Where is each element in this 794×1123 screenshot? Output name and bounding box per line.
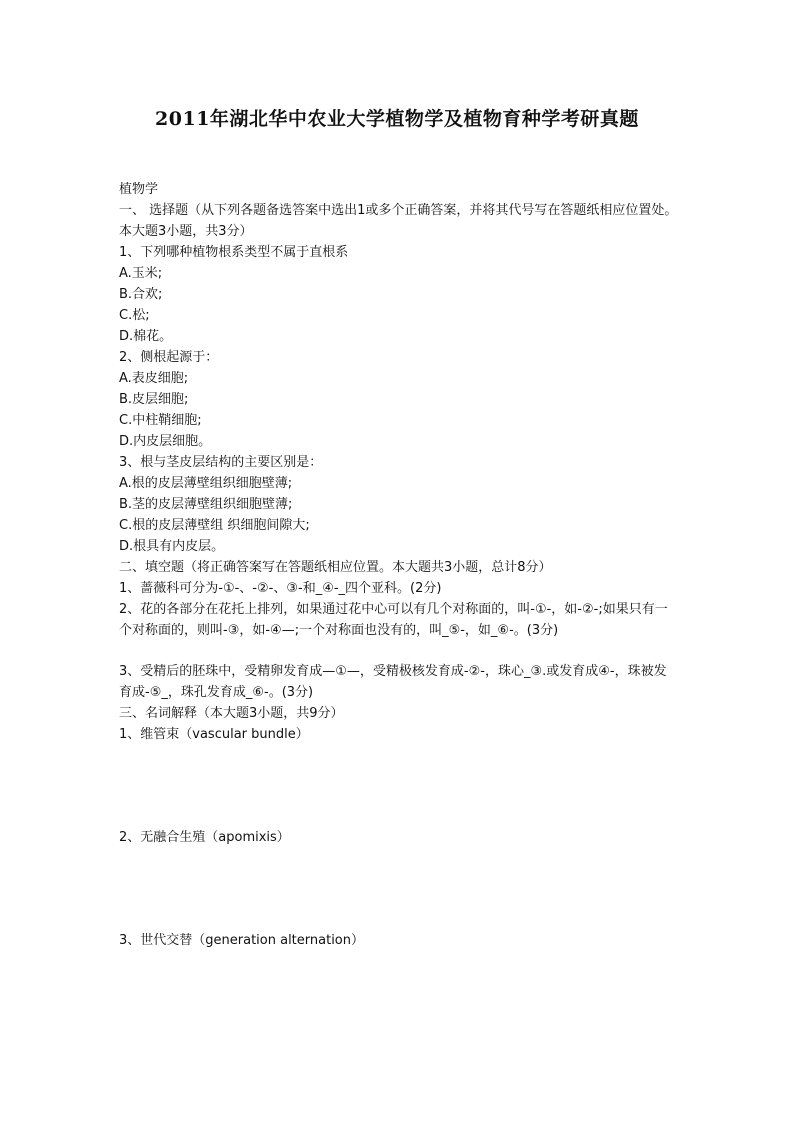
document-title: 2011年湖北华中农业大学植物学及植物育种学考研真题 xyxy=(155,108,639,130)
question-1-option-b: B.合欢; xyxy=(119,287,163,302)
question-2-stem: 2、侧根起源于： xyxy=(119,350,219,365)
fill-item-2: 2、花的各部分在花托上排列，如果通过花中心可以有几个对称面的，叫-①-，如-②-;如果只有一个对称面的，则叫-③，如-④—;一个对称面也没有的，叫_⑤-，如_⑥-。(3分) xyxy=(119,602,668,638)
question-1-stem: 1、下列哪种植物根系类型不属于直根系 xyxy=(119,245,349,260)
question-3-option-b: B.茎的皮层薄壁组织细胞壁薄; xyxy=(119,497,293,512)
part1-heading: 一、 选择题（从下列各题备选答案中选出1或多个正确答案，并将其代号写在答题纸相应位置处。本大题3小题，共3分） xyxy=(119,203,678,239)
fill-item-1: 1、蔷薇科可分为-①-、-②-、③-和_④-_四个亚科。(2分) xyxy=(119,581,442,596)
question-2-option-a: A.表皮细胞; xyxy=(119,371,189,386)
answer-space xyxy=(119,745,679,827)
part3-heading: 三、名词解释（本大题3小题，共9分） xyxy=(119,706,344,721)
part2-heading: 二、填空题（将正确答案写在答题纸相应位置。本大题共3小题，总计8分） xyxy=(119,560,552,575)
question-3-stem: 3、根与茎皮层结构的主要区别是： xyxy=(119,455,323,470)
question-1-option-d: D.棉花。 xyxy=(119,329,173,344)
spacer xyxy=(119,641,679,661)
answer-space xyxy=(119,848,679,930)
fill-item-3: 3、受精后的胚珠中，受精卵发育成—①—，受精极核发育成-②-，珠心_③.或发育成④-，珠被发育成-⑤_，珠孔发育成_⑥-。(3分) xyxy=(119,664,667,700)
term-item-2: 2、无融合生殖（apomixis） xyxy=(119,830,290,845)
document-body xyxy=(119,179,679,951)
question-2-option-c: C.中柱鞘细胞; xyxy=(119,413,202,428)
term-item-3: 3、世代交替（generation alternation） xyxy=(119,933,365,948)
question-3-option-a: A.根的皮层薄壁组织细胞壁薄; xyxy=(119,476,293,491)
question-3-option-c: C.根的皮层薄壁组 织细胞间隙大; xyxy=(119,518,310,533)
question-2-option-b: B.皮层细胞; xyxy=(119,392,189,407)
term-item-1: 1、维管束（vascular bundle） xyxy=(119,727,309,742)
section-label: 植物学 xyxy=(119,182,159,197)
question-1-option-c: C.松; xyxy=(119,308,150,323)
question-1-option-a: A.玉米; xyxy=(119,266,163,281)
question-2-option-d: D.内皮层细胞。 xyxy=(119,434,212,449)
question-3-option-d: D.根具有内皮层。 xyxy=(119,539,225,554)
